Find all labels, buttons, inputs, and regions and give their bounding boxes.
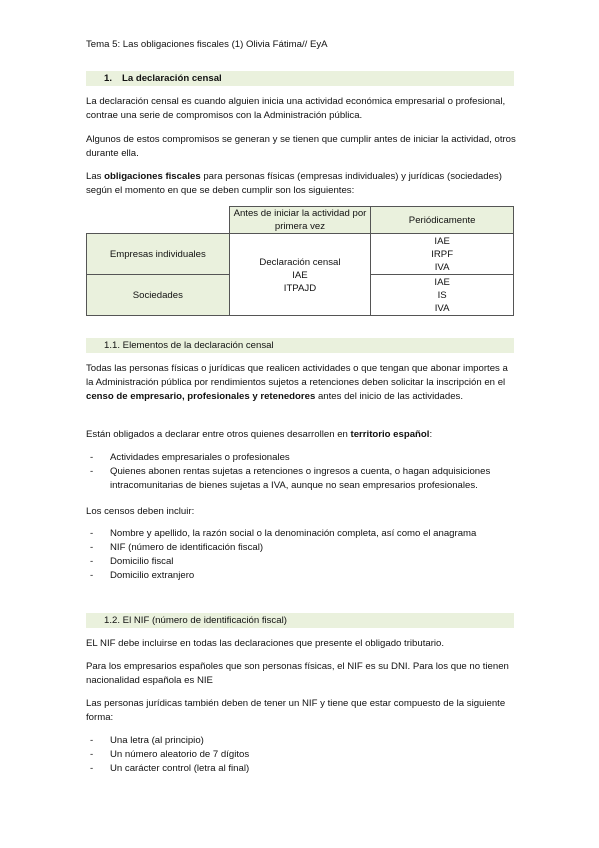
table-item: IVA xyxy=(434,302,450,314)
list-item: - Actividades empresariales o profesionales xyxy=(86,451,516,465)
table-item: IAE xyxy=(292,270,308,281)
section-heading-declaracion-censal xyxy=(86,71,514,86)
table-row-sociedades: Sociedades xyxy=(87,275,230,316)
table-cell-antes xyxy=(229,234,371,316)
list-item: - Domicilio extranjero xyxy=(86,569,516,583)
bold-censo: censo de empresario, profesionales y retenedores xyxy=(86,391,316,402)
paragraph-personas-juridicas: Las personas jurídicas también deben de tener un NIF y tiene que estar compuesto de la siguiente forma: xyxy=(86,698,506,723)
list-item: - Nombre y apellido, la razón social o la denominación completa, así como el anagrama xyxy=(86,527,516,541)
paragraph-nif-dni: Para los empresarios españoles que son personas físicas, el NIF es su DNI. Para los que no tienen nacionalidad española es NIE xyxy=(86,661,509,686)
section-number: 1. xyxy=(104,73,113,84)
paragraph-obligados: Están obligados a declarar entre otros quienes desarrollen en territorio español: xyxy=(86,429,433,440)
section-heading-elementos xyxy=(86,338,514,353)
table-empty-corner xyxy=(87,207,230,234)
list-item: - Un número aleatorio de 7 dígitos xyxy=(86,748,516,762)
list-item: - Un carácter control (letra al final) xyxy=(86,762,516,776)
list-item: - Quienes abonen rentas sujetas a retenciones o ingresos a cuenta, o hagan adquisiciones intracomunitarias de bienes sujetas a IVA, aunque no sean empresarios profesionales. xyxy=(86,465,516,493)
page-header: Tema 5: Las obligaciones fiscales (1) Olivia Fátima// EyA xyxy=(86,39,328,50)
table-item: IRPF xyxy=(431,248,454,260)
paragraph-censo: Todas las personas físicas o jurídicas que realicen actividades o que tengan que abonar importes a la Administración pública por rendimientos sujetos a retenciones deben solicitar la inscripción en el censo de empresario, profesionales y retenedores antes del inicio de las actividades. xyxy=(86,363,508,402)
table-cell-periodic-sociedades xyxy=(371,275,514,316)
list-item: - Domicilio fiscal xyxy=(86,555,516,569)
table-header-periodicamente: Periódicamente xyxy=(371,207,514,234)
bold-territorio-espanol: territorio español xyxy=(350,429,430,440)
section-title: La declaración censal xyxy=(122,73,222,84)
list-obligados xyxy=(86,451,516,493)
table-item: IAE xyxy=(434,235,450,247)
section-title: 1.2. El NIF (número de identificación fiscal) xyxy=(104,615,287,626)
table-item: Declaración censal xyxy=(259,257,341,268)
list-item: - Una letra (al principio) xyxy=(86,734,516,748)
table-item: IS xyxy=(437,289,447,301)
paragraph-compromisos: Algunos de estos compromisos se generan y se tienen que cumplir antes de iniciar la actividad, otros durante ella. xyxy=(86,134,516,159)
paragraph-obligaciones: Las obligaciones fiscales para personas físicas (empresas individuales) y jurídicas (sociedades) según el momento en que se deben cumplir son los siguientes: xyxy=(86,171,502,196)
table-row-empresas-individuales: Empresas individuales xyxy=(87,234,230,275)
table-header-antes: Antes de iniciar la actividad por primera vez xyxy=(229,207,371,234)
section-heading-nif xyxy=(86,613,514,628)
paragraph-intro: La declaración censal es cuando alguien inicia una actividad económica empresarial o profesional, contrae una serie de compromisos con la Administración pública. xyxy=(86,96,506,121)
table-item: IVA xyxy=(434,261,450,273)
bold-obligaciones-fiscales: obligaciones fiscales xyxy=(104,171,201,182)
table-item: ITPAJD xyxy=(283,283,317,294)
list-censos xyxy=(86,527,516,583)
table-item: IAE xyxy=(434,276,450,288)
list-item: - NIF (número de identificación fiscal) xyxy=(86,541,516,555)
section-title: 1.1. Elementos de la declaración censal xyxy=(104,340,274,351)
paragraph-censos-incluir: Los censos deben incluir: xyxy=(86,506,195,517)
paragraph-nif-declaraciones: EL NIF debe incluirse en todas las declaraciones que presente el obligado tributario. xyxy=(86,638,445,649)
list-nif-composicion xyxy=(86,734,516,776)
obligations-table xyxy=(86,206,514,316)
table-cell-periodic-individuales xyxy=(371,234,514,275)
